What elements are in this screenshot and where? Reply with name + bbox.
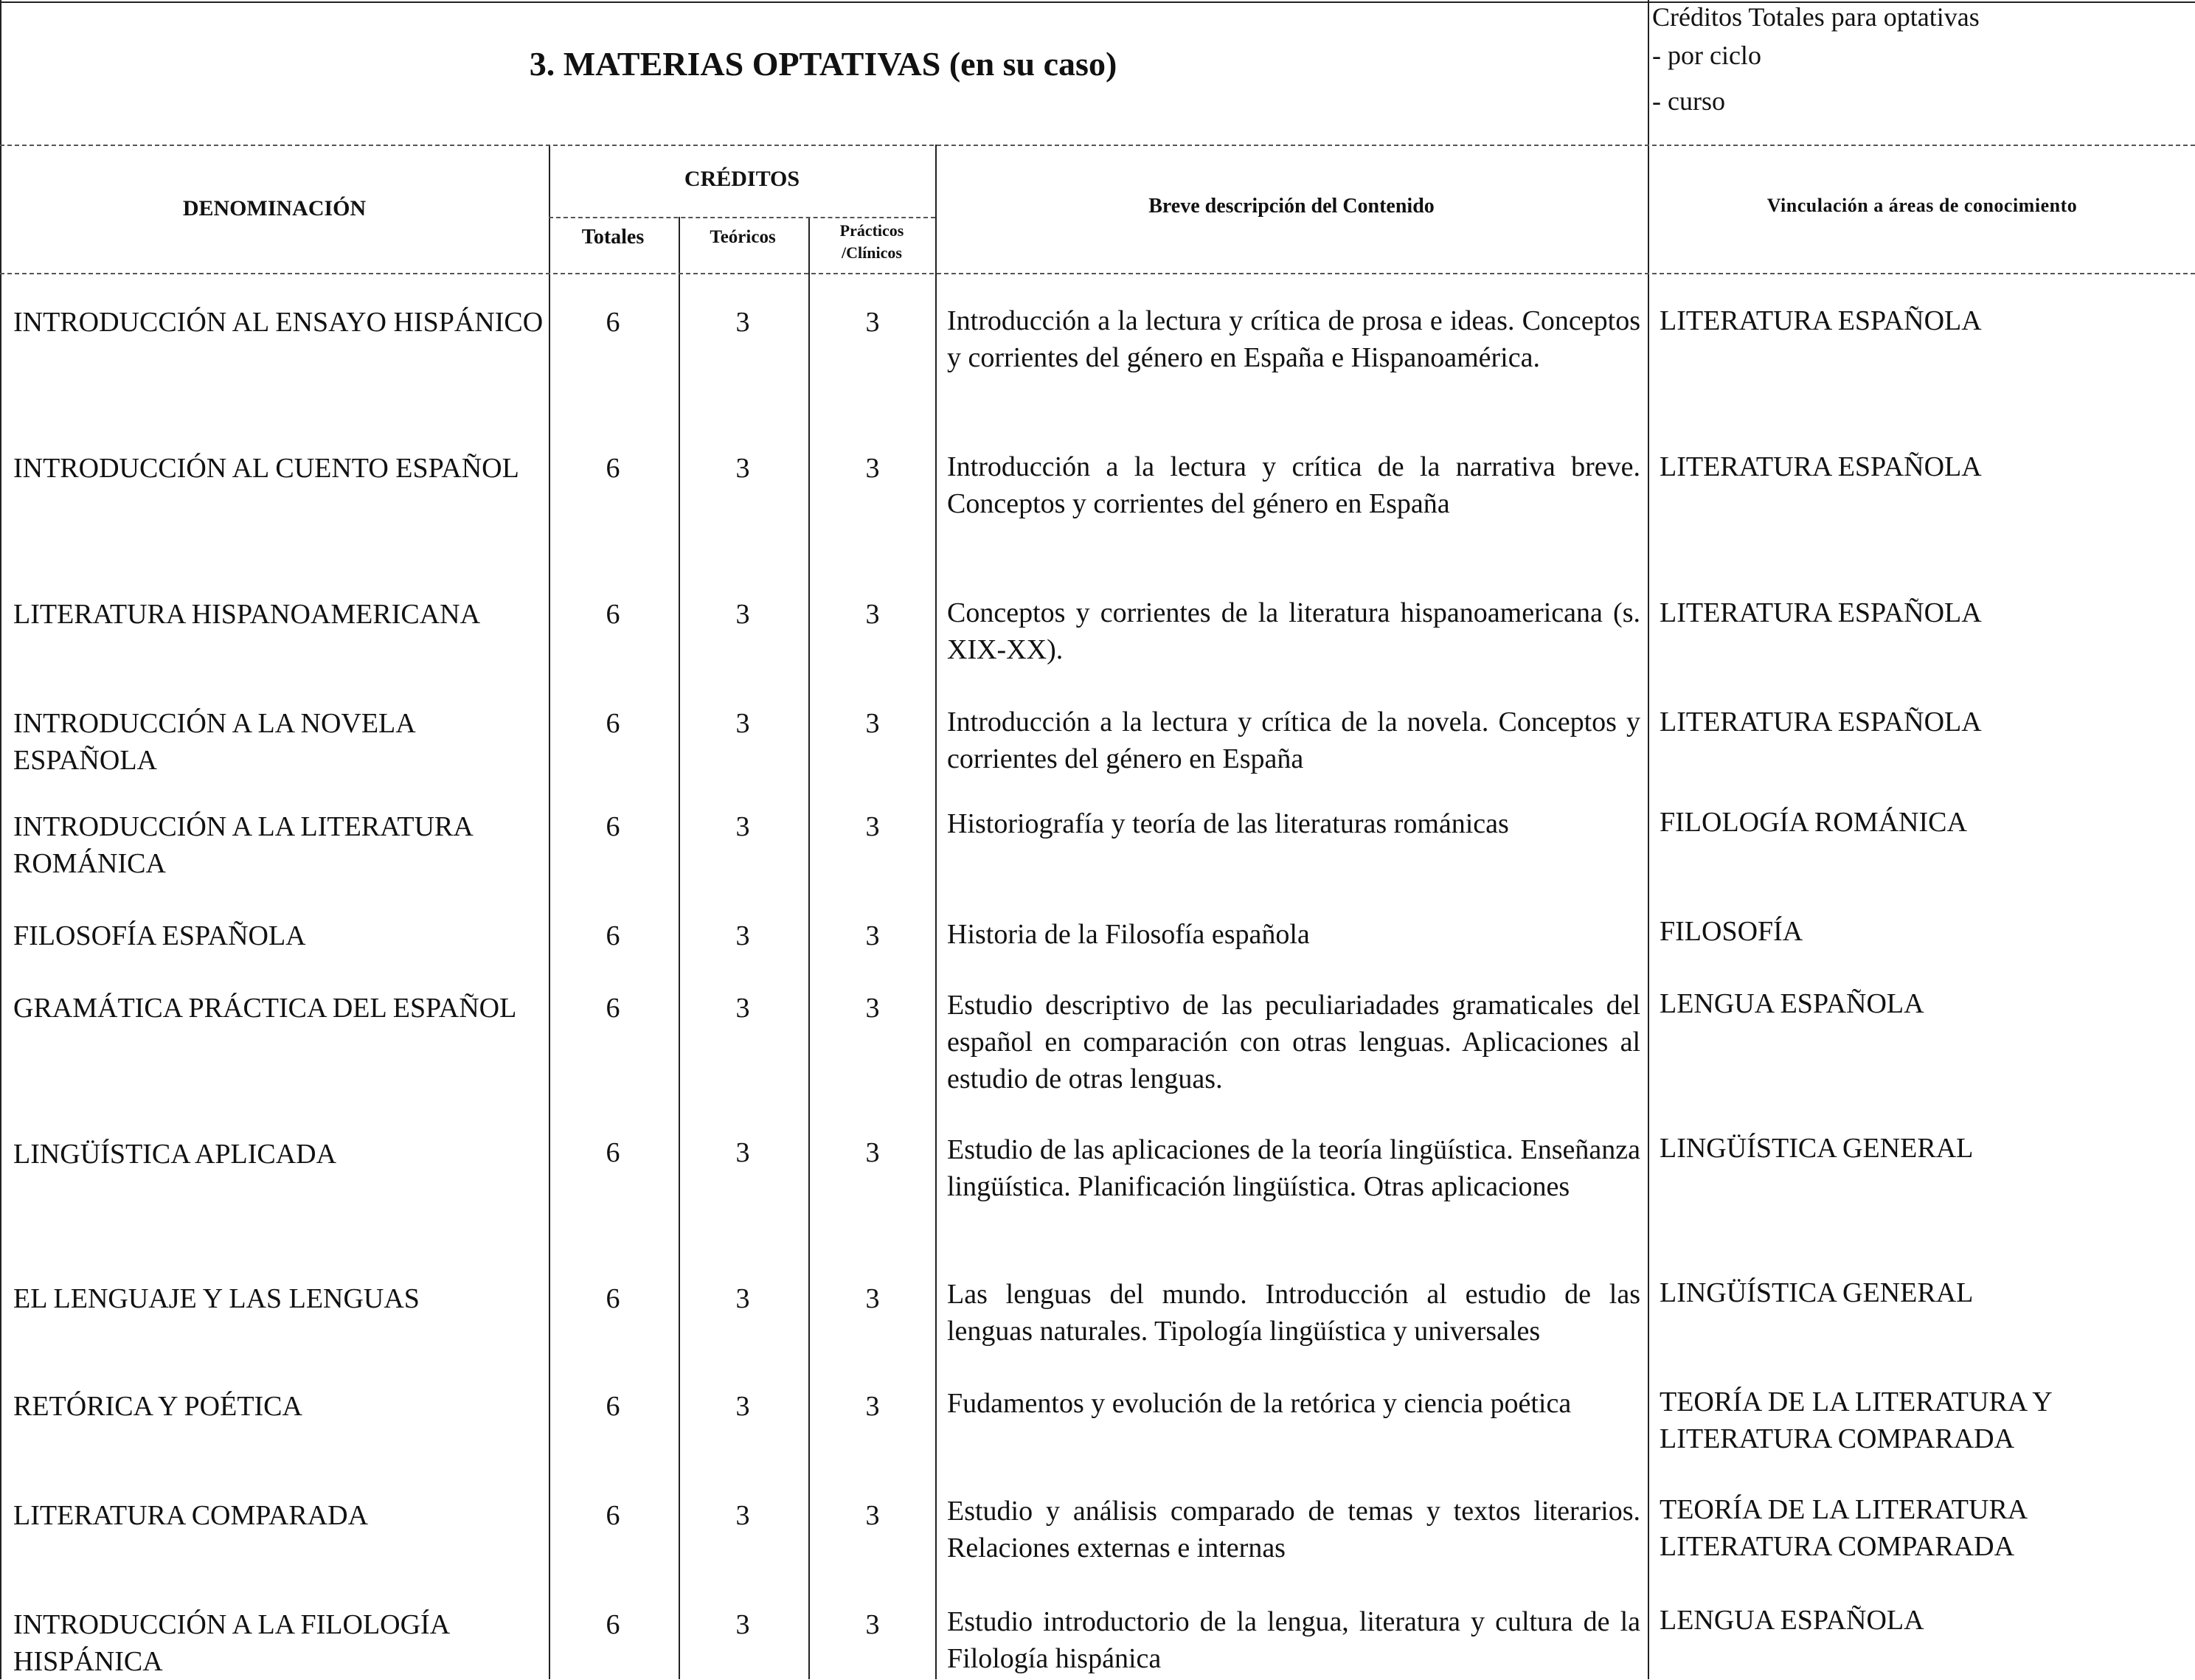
row-totales: 6 bbox=[606, 453, 620, 484]
column-divider-credits bbox=[549, 145, 550, 1679]
column-divider-area bbox=[1648, 0, 1649, 1679]
row-area: FILOSOFÍA bbox=[1660, 916, 1803, 947]
row-teoricos: 3 bbox=[735, 1137, 750, 1168]
row-area: LITERATURA ESPAÑOLA bbox=[1660, 305, 1982, 336]
row-descripcion: Estudio introductorio de la lengua, literatura y cultura de la Filología hispánica bbox=[947, 1606, 1640, 1674]
row-area: TEORÍA DE LA LITERATURA LITERATURA COMPARADA bbox=[1660, 1494, 2027, 1562]
row-descripcion: Introducción a la lectura y crítica de prosa e ideas. Conceptos y corrientes del género en España e Hispanoamérica. bbox=[947, 305, 1640, 373]
row-practicos: 3 bbox=[865, 599, 880, 630]
row-totales: 6 bbox=[606, 1500, 620, 1531]
row-area: LITERATURA ESPAÑOLA bbox=[1660, 597, 1982, 628]
row-teoricos: 3 bbox=[735, 599, 750, 630]
credits-subheader-line bbox=[549, 217, 935, 218]
row-practicos: 3 bbox=[865, 307, 880, 338]
column-header-vinculacion: Vinculación a áreas de conocimiento bbox=[1766, 195, 2078, 216]
row-totales: 6 bbox=[606, 599, 620, 630]
row-teoricos: 3 bbox=[735, 811, 750, 842]
row-totales: 6 bbox=[606, 920, 620, 951]
row-teoricos: 3 bbox=[735, 1283, 750, 1314]
row-descripcion: Estudio y análisis comparado de temas y textos literarios. Relaciones externas e internas bbox=[947, 1496, 1640, 1563]
row-descripcion: Fudamentos y evolución de la retórica y ciencia poética bbox=[947, 1388, 1572, 1419]
page-title: 3. MATERIAS OPTATIVAS (en su caso) bbox=[529, 45, 1117, 83]
row-totales: 6 bbox=[606, 1283, 620, 1314]
row-denominacion: EL LENGUAJE Y LAS LENGUAS bbox=[13, 1283, 420, 1314]
row-practicos: 3 bbox=[865, 1500, 880, 1531]
row-teoricos: 3 bbox=[735, 1500, 750, 1531]
row-area: FILOLOGÍA ROMÁNICA bbox=[1660, 807, 1967, 838]
row-descripcion: Introducción a la lectura y crítica de la novela. Conceptos y corrientes del género en España bbox=[947, 707, 1640, 774]
row-denominacion: RETÓRICA Y POÉTICA bbox=[13, 1391, 302, 1422]
row-area: LITERATURA ESPAÑOLA bbox=[1660, 707, 1982, 737]
row-area: LINGÜÍSTICA GENERAL bbox=[1660, 1277, 1974, 1308]
row-denominacion: LINGÜÍSTICA APLICADA bbox=[13, 1139, 337, 1170]
row-teoricos: 3 bbox=[735, 708, 750, 739]
row-denominacion: INTRODUCCIÓN AL CUENTO ESPAÑOL bbox=[13, 453, 519, 484]
row-descripcion: Conceptos y corrientes de la literatura hispanoamericana (s. XIX-XX). bbox=[947, 597, 1640, 665]
row-practicos: 3 bbox=[865, 1137, 880, 1168]
row-teoricos: 3 bbox=[735, 1391, 750, 1422]
row-teoricos: 3 bbox=[735, 1609, 750, 1640]
row-totales: 6 bbox=[606, 1137, 620, 1168]
row-descripcion: Introducción a la lectura y crítica de la narrativa breve. Conceptos y corrientes del género en España bbox=[947, 451, 1640, 519]
row-practicos: 3 bbox=[865, 811, 880, 842]
column-header-practicos: Prácticos /Clínicos bbox=[839, 221, 904, 262]
row-practicos: 3 bbox=[865, 1609, 880, 1640]
row-area: LINGÜÍSTICA GENERAL bbox=[1660, 1133, 1974, 1164]
row-denominacion: INTRODUCCIÓN AL ENSAYO HISPÁNICO bbox=[13, 307, 544, 338]
row-practicos: 3 bbox=[865, 1283, 880, 1314]
credits-note: Créditos Totales para optativas bbox=[1652, 2, 1980, 32]
row-totales: 6 bbox=[606, 993, 620, 1024]
per-course-label: - curso bbox=[1652, 86, 1725, 116]
row-denominacion: INTRODUCCIÓN A LA NOVELA ESPAÑOLA bbox=[13, 708, 415, 776]
row-descripcion: Estudio de las aplicaciones de la teoría lingüística. Enseñanza lingüística. Planificación lingüística. Otras aplicaciones bbox=[947, 1134, 1640, 1202]
column-header-teoricos: Teóricos bbox=[710, 227, 776, 247]
row-denominacion: INTRODUCCIÓN A LA LITERATURA ROMÁNICA bbox=[13, 811, 472, 879]
row-denominacion: FILOSOFÍA ESPAÑOLA bbox=[13, 920, 306, 951]
row-area: LENGUA ESPAÑOLA bbox=[1660, 988, 1924, 1019]
row-practicos: 3 bbox=[865, 993, 880, 1024]
column-header-denominacion: DENOMINACIÓN bbox=[182, 196, 367, 221]
row-denominacion: INTRODUCCIÓN A LA FILOLOGÍA HISPÁNICA bbox=[13, 1609, 449, 1677]
column-header-separator bbox=[0, 273, 2195, 274]
row-teoricos: 3 bbox=[735, 307, 750, 338]
row-descripcion: Las lenguas del mundo. Introducción al estudio de las lenguas naturales. Tipología lingüística y universales bbox=[947, 1279, 1640, 1347]
row-teoricos: 3 bbox=[735, 920, 750, 951]
row-descripcion: Estudio descriptivo de las peculiariadades gramaticales del español en comparación con otras lenguas. Aplicaciones al estudio de otras lenguas. bbox=[947, 990, 1640, 1094]
table-border-left bbox=[0, 0, 1, 1679]
row-denominacion: LITERATURA COMPARADA bbox=[13, 1500, 369, 1531]
per-cycle-label: - por ciclo bbox=[1652, 41, 1761, 70]
row-practicos: 3 bbox=[865, 920, 880, 951]
row-totales: 6 bbox=[606, 307, 620, 338]
row-descripcion: Historia de la Filosofía española bbox=[947, 919, 1310, 950]
row-totales: 6 bbox=[606, 811, 620, 842]
row-practicos: 3 bbox=[865, 1391, 880, 1422]
row-area: LENGUA ESPAÑOLA bbox=[1660, 1605, 1924, 1636]
header-separator bbox=[0, 145, 2195, 146]
row-totales: 6 bbox=[606, 1609, 620, 1640]
row-teoricos: 3 bbox=[735, 453, 750, 484]
row-practicos: 3 bbox=[865, 708, 880, 739]
column-header-creditos: CRÉDITOS bbox=[684, 167, 800, 191]
row-descripcion: Historiografía y teoría de las literaturas románicas bbox=[947, 808, 1509, 839]
row-totales: 6 bbox=[606, 1391, 620, 1422]
row-denominacion: GRAMÁTICA PRÁCTICA DEL ESPAÑOL bbox=[13, 993, 517, 1024]
column-header-descripcion: Breve descripción del Contenido bbox=[1148, 195, 1435, 218]
row-denominacion: LITERATURA HISPANOAMERICANA bbox=[13, 599, 481, 630]
row-area: LITERATURA ESPAÑOLA bbox=[1660, 451, 1982, 482]
row-practicos: 3 bbox=[865, 453, 880, 484]
row-teoricos: 3 bbox=[735, 993, 750, 1024]
row-totales: 6 bbox=[606, 708, 620, 739]
column-divider-desc bbox=[935, 145, 937, 1679]
row-area: TEORÍA DE LA LITERATURA Y LITERATURA COMPARADA bbox=[1660, 1386, 2052, 1454]
column-header-totales: Totales bbox=[581, 226, 645, 249]
